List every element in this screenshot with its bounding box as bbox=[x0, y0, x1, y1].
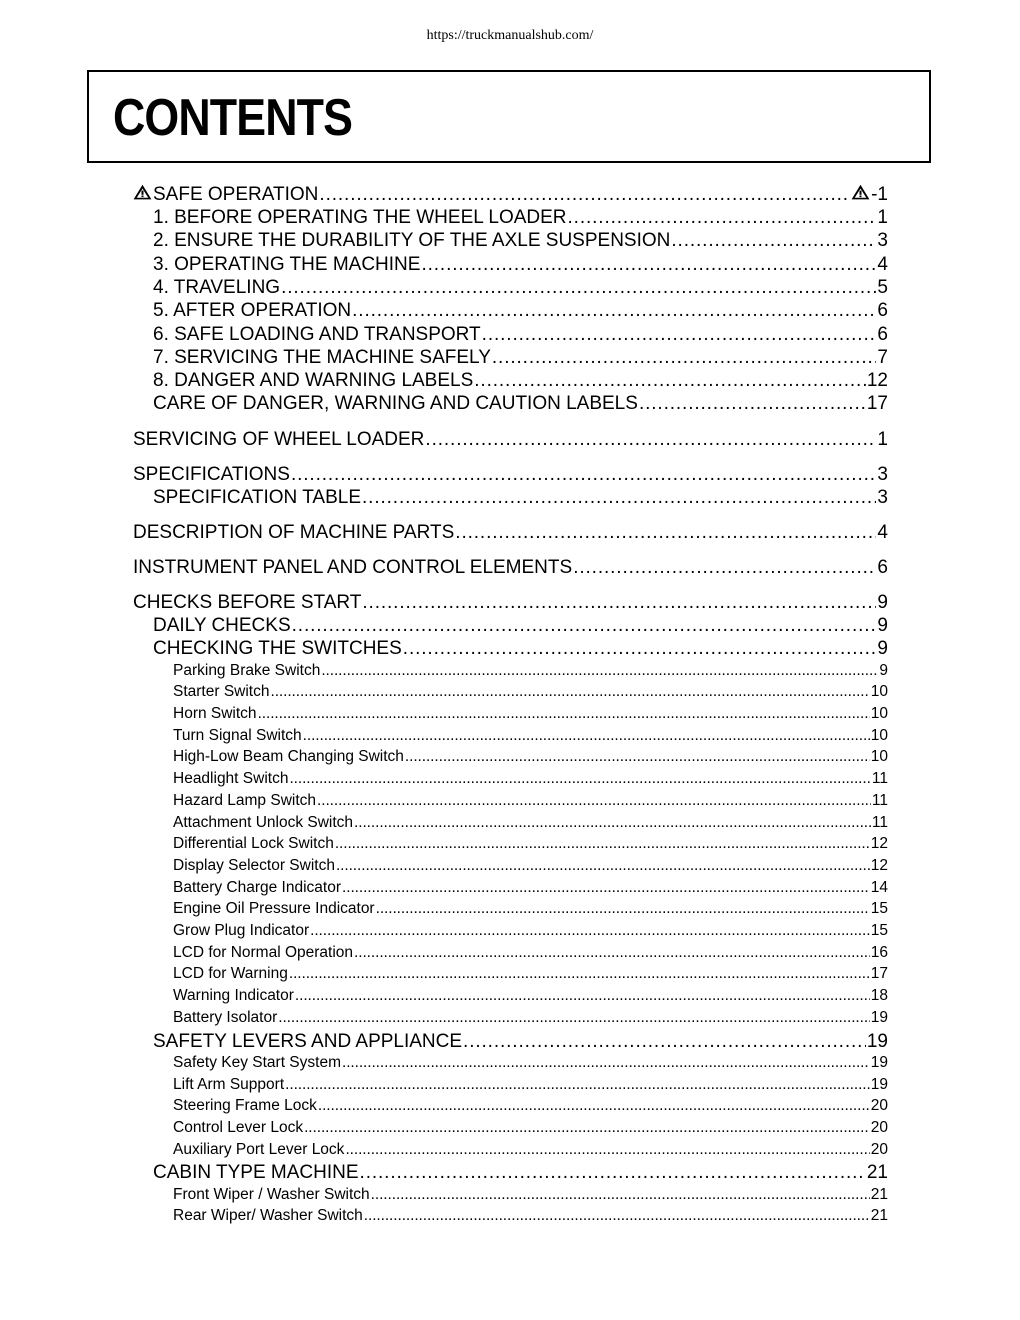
toc-entry-label: CABIN TYPE MACHINE bbox=[153, 1162, 359, 1184]
toc-entry-label: 4. TRAVELING bbox=[153, 276, 281, 298]
toc-dot-leader bbox=[364, 1207, 870, 1225]
toc-entry[interactable] bbox=[153, 230, 888, 252]
toc-entry[interactable] bbox=[133, 184, 888, 206]
toc-entry-label: Engine Oil Pressure Indicator bbox=[173, 900, 375, 918]
toc-entry-label: Differential Lock Switch bbox=[173, 835, 334, 853]
toc-entry-label: Warning Indicator bbox=[173, 987, 294, 1005]
toc-entry[interactable] bbox=[173, 792, 888, 810]
toc-entry-label: SAFE OPERATION bbox=[133, 184, 318, 206]
toc-dot-leader bbox=[295, 987, 870, 1005]
toc-entry[interactable] bbox=[153, 487, 888, 509]
toc-entry-label: SERVICING OF WHEEL LOADER bbox=[133, 428, 425, 450]
toc-entry[interactable] bbox=[173, 1009, 888, 1027]
toc-entry-page: 21 bbox=[870, 1185, 888, 1203]
toc-entry-page: 19 bbox=[870, 1053, 888, 1071]
toc-entry[interactable] bbox=[153, 347, 888, 369]
toc-dot-leader bbox=[405, 748, 870, 766]
toc-entry-label: 8. DANGER AND WARNING LABELS bbox=[153, 370, 474, 392]
toc-entry[interactable] bbox=[173, 835, 888, 853]
toc-dot-leader bbox=[285, 1076, 870, 1094]
toc-entry-label: Rear Wiper/ Washer Switch bbox=[173, 1207, 363, 1225]
toc-dot-leader bbox=[371, 1186, 870, 1204]
toc-entry-page: 12 bbox=[866, 370, 888, 392]
warning-triangle-icon bbox=[851, 184, 870, 200]
toc-entry-page: 3 bbox=[877, 230, 888, 252]
toc-entry-page: 3 bbox=[877, 463, 888, 485]
toc-entry[interactable] bbox=[133, 464, 888, 486]
toc-dot-leader bbox=[354, 944, 870, 962]
toc-entry-page: 20 bbox=[870, 1140, 888, 1158]
toc-entry-page: 17 bbox=[866, 393, 888, 415]
toc-entry-label: DESCRIPTION OF MACHINE PARTS bbox=[133, 522, 455, 543]
toc-entry-page: 4 bbox=[877, 522, 888, 543]
toc-entry[interactable] bbox=[133, 429, 888, 451]
toc-dot-leader bbox=[258, 705, 870, 723]
toc-dot-leader bbox=[318, 1097, 870, 1115]
toc-entry-page: 10 bbox=[870, 726, 888, 744]
toc-entry-label: INSTRUMENT PANEL AND CONTROL ELEMENTS bbox=[133, 557, 573, 578]
toc-entry-label: Battery Charge Indicator bbox=[173, 878, 342, 896]
toc-entry-label: Starter Switch bbox=[173, 683, 270, 701]
toc-entry-page: 7 bbox=[877, 346, 888, 368]
toc-entry-label: 1. BEFORE OPERATING THE WHEEL LOADER bbox=[153, 207, 567, 228]
toc-entry-page: 1 bbox=[877, 428, 888, 450]
toc-entry-page: 10 bbox=[870, 705, 888, 722]
toc-entry-page: 11 bbox=[871, 770, 888, 788]
toc-entry[interactable] bbox=[153, 277, 888, 299]
toc-entry-page: 6 bbox=[877, 300, 888, 322]
toc-dot-leader bbox=[482, 324, 877, 346]
toc-entry-page: 1 bbox=[877, 207, 888, 228]
toc-entry[interactable] bbox=[173, 879, 888, 897]
toc-dot-leader bbox=[270, 683, 869, 701]
toc-entry[interactable] bbox=[173, 705, 888, 723]
toc-entry-page: 15 bbox=[870, 900, 888, 918]
toc-entry-label: SPECIFICATION TABLE bbox=[153, 486, 361, 508]
toc-entry-label: 3. OPERATING THE MACHINE bbox=[153, 253, 421, 275]
toc-dot-leader bbox=[319, 184, 850, 206]
toc-entry[interactable] bbox=[173, 922, 888, 940]
toc-dot-leader bbox=[281, 277, 876, 299]
toc-dot-leader bbox=[362, 487, 876, 509]
toc-dot-leader bbox=[463, 1031, 866, 1053]
toc-entry[interactable] bbox=[173, 987, 888, 1005]
toc-entry-page: 17 bbox=[870, 965, 888, 983]
toc-entry[interactable] bbox=[173, 662, 888, 680]
toc-entry-page: 14 bbox=[870, 878, 888, 896]
toc-entry-label: Grow Plug Indicator bbox=[173, 922, 310, 939]
toc-entry-label: Front Wiper / Washer Switch bbox=[173, 1185, 370, 1203]
toc-entry-label: Lift Arm Support bbox=[173, 1075, 285, 1093]
toc-dot-leader bbox=[304, 1119, 870, 1137]
toc-entry[interactable] bbox=[173, 965, 888, 983]
toc-dot-leader bbox=[289, 965, 870, 983]
toc-entry[interactable] bbox=[153, 300, 888, 322]
toc-entry-page: 20 bbox=[870, 1097, 888, 1115]
toc-entry-label: LCD for Warning bbox=[173, 965, 288, 983]
toc-dot-leader bbox=[352, 300, 876, 322]
toc-entry-page: 19 bbox=[870, 1008, 888, 1026]
toc-entry-page: 12 bbox=[870, 856, 888, 874]
toc-entry-label: Headlight Switch bbox=[173, 770, 289, 788]
toc-entry-page: 9 bbox=[877, 592, 888, 613]
page-title: CONTENTS bbox=[113, 89, 353, 147]
toc-entry[interactable] bbox=[153, 370, 888, 392]
toc-dot-leader bbox=[403, 638, 877, 660]
toc-dot-leader bbox=[342, 1054, 870, 1072]
toc-entry-label: CHECKING THE SWITCHES bbox=[153, 638, 402, 660]
toc-entry[interactable] bbox=[173, 1076, 888, 1094]
toc-entry-label: CARE OF DANGER, WARNING AND CAUTION LABELS bbox=[153, 393, 638, 415]
toc-entry[interactable] bbox=[173, 748, 888, 766]
toc-entry[interactable] bbox=[153, 1162, 888, 1184]
toc-entry-page: 9 bbox=[877, 638, 888, 660]
toc-entry[interactable] bbox=[133, 592, 888, 614]
toc-entry[interactable] bbox=[173, 1186, 888, 1204]
toc-entry-page: 19 bbox=[870, 1075, 888, 1093]
warning-triangle-icon bbox=[133, 184, 152, 200]
toc-dot-leader bbox=[421, 254, 876, 276]
toc-dot-leader bbox=[354, 814, 871, 832]
toc-entry[interactable] bbox=[153, 1031, 888, 1053]
toc-entry[interactable] bbox=[173, 900, 888, 918]
toc-dot-leader bbox=[639, 393, 866, 415]
toc-entry[interactable] bbox=[133, 522, 888, 544]
toc-dot-leader bbox=[321, 662, 878, 680]
toc-entry[interactable] bbox=[173, 1207, 888, 1225]
toc-entry-label: Safety Key Start System bbox=[173, 1053, 341, 1071]
toc-entry-page: 19 bbox=[866, 1030, 888, 1052]
toc-dot-leader bbox=[360, 1162, 866, 1184]
toc-dot-leader bbox=[303, 727, 870, 745]
toc-entry[interactable] bbox=[173, 857, 888, 875]
toc-entry-page: 18 bbox=[870, 987, 888, 1005]
toc-entry-label: Attachment Unlock Switch bbox=[173, 813, 354, 831]
toc-entry[interactable] bbox=[173, 727, 888, 745]
toc-dot-leader bbox=[568, 207, 877, 229]
toc-dot-leader bbox=[292, 615, 877, 637]
toc-entry-page: -1 bbox=[851, 184, 888, 206]
toc-entry-label: High-Low Beam Changing Switch bbox=[173, 748, 404, 766]
toc-entry-page: 11 bbox=[871, 813, 888, 831]
toc-dot-leader bbox=[345, 1141, 869, 1159]
toc-entry-label: Parking Brake Switch bbox=[173, 661, 321, 679]
toc-entry[interactable] bbox=[153, 393, 888, 415]
toc-entry[interactable] bbox=[153, 324, 888, 346]
toc-entry-label: 5. AFTER OPERATION bbox=[153, 300, 352, 322]
toc-dot-leader bbox=[335, 835, 870, 853]
toc-dot-leader bbox=[671, 230, 876, 252]
toc-dot-leader bbox=[291, 464, 876, 486]
toc-dot-leader bbox=[336, 857, 870, 875]
toc-dot-leader bbox=[310, 922, 870, 940]
toc-dot-leader bbox=[362, 592, 876, 614]
toc-entry[interactable] bbox=[173, 1097, 888, 1115]
title-box bbox=[87, 70, 931, 163]
toc-entry-page: 4 bbox=[877, 253, 888, 275]
toc-dot-leader bbox=[474, 370, 866, 392]
toc-entry-label: Hazard Lamp Switch bbox=[173, 791, 317, 809]
toc-entry-page: 6 bbox=[877, 557, 888, 578]
toc-dot-leader bbox=[425, 429, 876, 451]
toc-entry-label: 7. SERVICING THE MACHINE SAFELY bbox=[153, 346, 491, 368]
toc-entry-label: Control Lever Lock bbox=[173, 1118, 304, 1136]
toc-entry-page: 3 bbox=[877, 486, 888, 508]
toc-entry-page: 21 bbox=[866, 1162, 888, 1184]
toc-dot-leader bbox=[455, 522, 876, 544]
toc-dot-leader bbox=[492, 347, 877, 369]
toc-entry[interactable] bbox=[133, 557, 888, 579]
toc-entry-label: Horn Switch bbox=[173, 705, 257, 722]
toc-dot-leader bbox=[342, 879, 870, 897]
toc-entry-label: Battery Isolator bbox=[173, 1008, 278, 1026]
toc-entry-page: 20 bbox=[870, 1118, 888, 1136]
toc-entry[interactable] bbox=[173, 944, 888, 962]
toc-dot-leader bbox=[573, 557, 876, 579]
source-url: https://truckmanualshub.com/ bbox=[426, 28, 594, 43]
toc-entry[interactable] bbox=[173, 683, 888, 701]
toc-entry-page: 10 bbox=[870, 748, 888, 766]
toc-entry-page: 11 bbox=[871, 791, 888, 809]
toc-entry-page: 9 bbox=[877, 615, 888, 636]
toc-entry-page: 6 bbox=[877, 323, 888, 345]
toc-entry-page: 12 bbox=[870, 835, 888, 853]
toc-entry[interactable] bbox=[173, 1141, 888, 1159]
toc-entry-page: 10 bbox=[870, 683, 888, 701]
toc-entry-label: Auxiliary Port Lever Lock bbox=[173, 1140, 345, 1158]
toc-entry-label: SPECIFICATIONS bbox=[133, 463, 290, 485]
toc-entry[interactable] bbox=[153, 615, 888, 637]
toc-entry[interactable] bbox=[173, 1054, 888, 1072]
toc-dot-leader bbox=[376, 900, 870, 918]
toc-entry-page: 9 bbox=[879, 661, 888, 679]
toc-entry-label: 6. SAFE LOADING AND TRANSPORT bbox=[153, 323, 481, 345]
toc-entry[interactable] bbox=[153, 254, 888, 276]
toc-entry[interactable] bbox=[173, 814, 888, 832]
toc-entry-label: Steering Frame Lock bbox=[173, 1097, 317, 1115]
toc-entry-page: 15 bbox=[870, 922, 888, 939]
toc-dot-leader bbox=[278, 1009, 870, 1027]
toc-entry[interactable] bbox=[153, 638, 888, 660]
toc-entry[interactable] bbox=[153, 207, 888, 229]
toc-entry-label: CHECKS BEFORE START bbox=[133, 592, 362, 613]
toc-entry-label: SAFETY LEVERS AND APPLIANCE bbox=[153, 1030, 463, 1052]
toc-entry-page: 5 bbox=[877, 276, 888, 298]
toc-entry-label: 2. ENSURE THE DURABILITY OF THE AXLE SUSPENSION bbox=[153, 230, 671, 252]
toc-entry[interactable] bbox=[173, 1119, 888, 1137]
toc-entry-page: 16 bbox=[870, 943, 888, 961]
toc-entry-label: Display Selector Switch bbox=[173, 856, 335, 874]
toc-entry-page: 21 bbox=[870, 1207, 888, 1225]
toc-entry-label: DAILY CHECKS bbox=[153, 615, 291, 636]
toc-dot-leader bbox=[317, 792, 871, 810]
toc-entry[interactable] bbox=[173, 770, 888, 788]
toc-dot-leader bbox=[289, 770, 870, 788]
toc-entry-label: LCD for Normal Operation bbox=[173, 943, 354, 961]
toc-entry-label: Turn Signal Switch bbox=[173, 726, 302, 744]
